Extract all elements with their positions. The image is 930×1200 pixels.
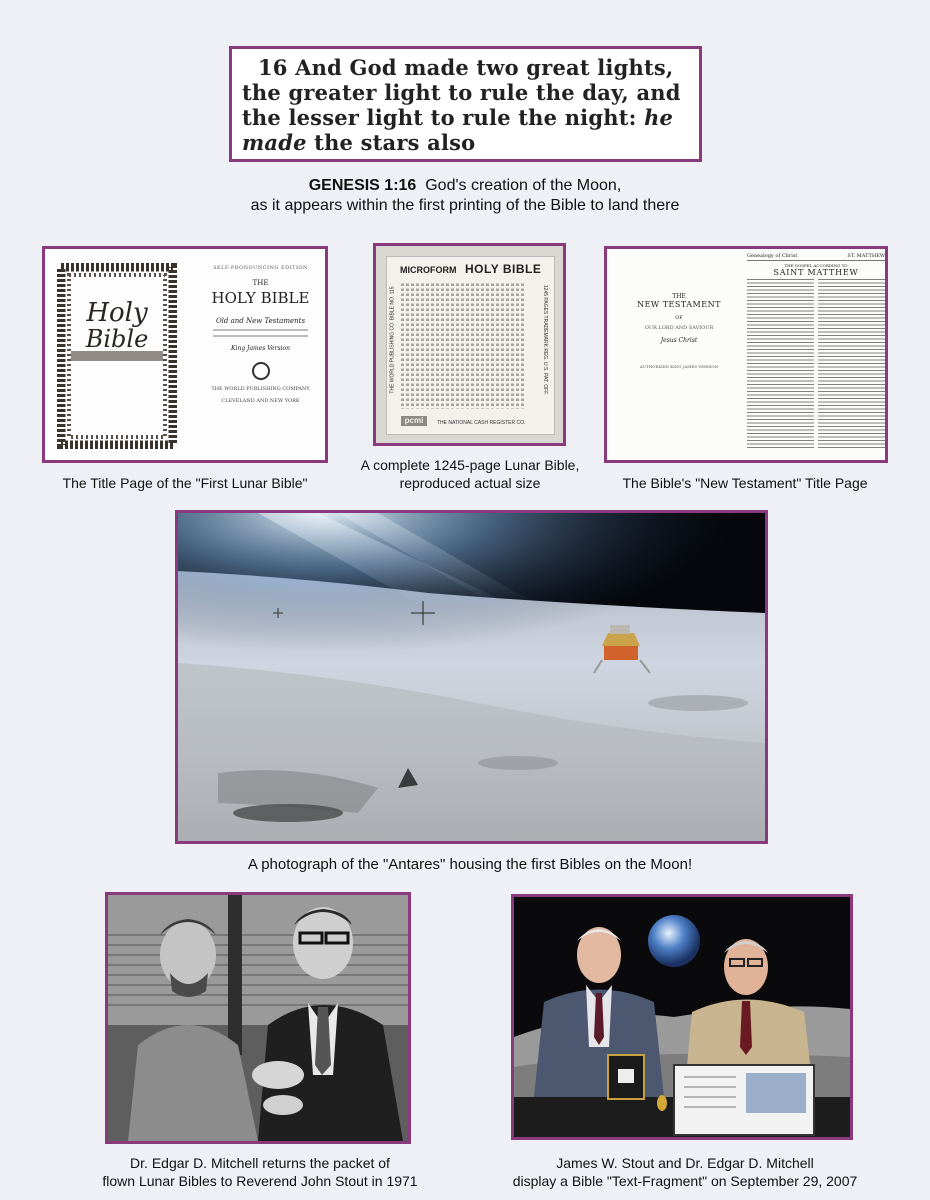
title-page-image [42, 246, 328, 463]
matthew-title: SAINT MATTHEW [773, 268, 859, 277]
title-page-caption: The Title Page of the "First Lunar Bible" [62, 475, 308, 491]
publisher-emblem-icon [252, 362, 270, 380]
nt-title: NEW TESTAMENT [637, 300, 721, 309]
microform-caption-line-1: A complete 1245-page Lunar Bible, [360, 457, 580, 473]
stout-mitchell-2007-photograph [511, 894, 853, 1140]
wreath-holy-text: Holy [86, 298, 148, 328]
mitchell-caption-line-2: flown Lunar Bibles to Reverend John Stout in 1971 [102, 1173, 418, 1189]
earth-icon [648, 915, 700, 967]
nt-of: OF [675, 315, 683, 321]
title-page-city: CLEVELAND AND NEW YORK [221, 398, 300, 404]
genesis-reference: GENESIS 1:16 [308, 177, 417, 194]
pcmi-logo: pcmi [401, 416, 427, 426]
stout-caption [480, 1154, 890, 1190]
moon-scene [178, 513, 765, 841]
title-page-text [203, 265, 318, 404]
stout-caption-line-1: James W. Stout and Dr. Edgar D. Mitchell [556, 1155, 814, 1171]
verse-line-3 [242, 105, 689, 130]
title-page-version: King James Version [231, 345, 290, 352]
verse-line-4 [242, 130, 689, 155]
microform-footer: THE NATIONAL CASH REGISTER CO. [437, 420, 526, 426]
title-page-subtitle: Old and New Testaments [215, 317, 306, 325]
mitchell-stout-1971-photograph [105, 892, 411, 1144]
verse-line-2: the greater light to rule the day, and [242, 80, 681, 105]
title-page-edition: SELF-PRONOUNCING EDITION [213, 265, 308, 271]
title-page-the: THE [252, 279, 269, 287]
wreath-illustration [57, 263, 177, 449]
nt-title-text [621, 293, 737, 369]
title-page-rule [213, 329, 308, 331]
mitchell-caption-line-1: Dr. Edgar D. Mitchell returns the packet of [130, 1155, 390, 1171]
microform-title: HOLY BIBLE [465, 262, 542, 276]
microform-card [386, 256, 555, 435]
moon-photograph [175, 510, 768, 844]
nt-footer: AUTHORIZED KING JAMES VERSION [639, 364, 719, 369]
stout-scene [514, 897, 850, 1137]
nt-lord: OUR LORD AND SAVIOUR [644, 325, 714, 331]
genesis-caption-line-1 [200, 176, 730, 196]
new-testament-page-image [604, 246, 888, 463]
verse-line-3-text: the lesser light to rule the night: [242, 105, 645, 130]
verse-line-4-text: the stars also [306, 130, 476, 155]
matthew-page [747, 253, 885, 449]
title-page-rule [213, 335, 308, 337]
matthew-page-header [747, 253, 885, 261]
text-column [747, 279, 814, 449]
genesis-caption-line-2: as it appears within the first printing of the Bible to land there [250, 197, 680, 214]
microform-side-right: 1245 PAGES TRADEMARK REG. U.S. PAT. OFF. [541, 284, 548, 396]
verse-line-1: 16 And God made two great lights, [258, 55, 674, 80]
text-column [818, 279, 885, 449]
wreath-bible-text: Bible [85, 325, 149, 353]
verse-line-4-italic: made [242, 130, 307, 155]
verse-box [229, 46, 702, 162]
nt-the: THE [672, 293, 686, 300]
title-page-title: HOLY BIBLE [211, 289, 310, 307]
microform-label: MICROFORM [400, 265, 457, 275]
stout-caption-line-2: display a Bible "Text-Fragment" on September 29, 2007 [512, 1173, 858, 1189]
matthew-header-right: ST. MATTHEW [847, 253, 885, 259]
matthew-header-left: Genealogy of Christ [747, 253, 798, 259]
genesis-caption [200, 176, 730, 216]
gospel-label: THE GOSPEL ACCORDING TO [784, 263, 848, 268]
title-page-publisher: THE WORLD PUBLISHING COMPANY [211, 386, 310, 392]
mitchell-caption [70, 1154, 450, 1190]
nt-name: Jesus Christ [660, 337, 698, 344]
moon-photo-caption: A photograph of the "Antares" housing the first Bibles on the Moon! [247, 856, 693, 873]
verse-line-3-italic: he [644, 105, 674, 130]
mitchell-scene [108, 895, 408, 1141]
microform-caption-line-2: reproduced actual size [399, 475, 541, 491]
nt-page-caption: The Bible's "New Testament" Title Page [622, 475, 868, 491]
genesis-caption-text-1: God's creation of the Moon, [416, 177, 622, 194]
matthew-text-columns [747, 279, 885, 449]
microform-caption [340, 456, 600, 492]
microform-page-grid [401, 281, 526, 409]
microform-image [373, 243, 566, 446]
microform-side-left: THE WORLD PUBLISHING CO. BIBLE NO. 115 [389, 286, 396, 394]
